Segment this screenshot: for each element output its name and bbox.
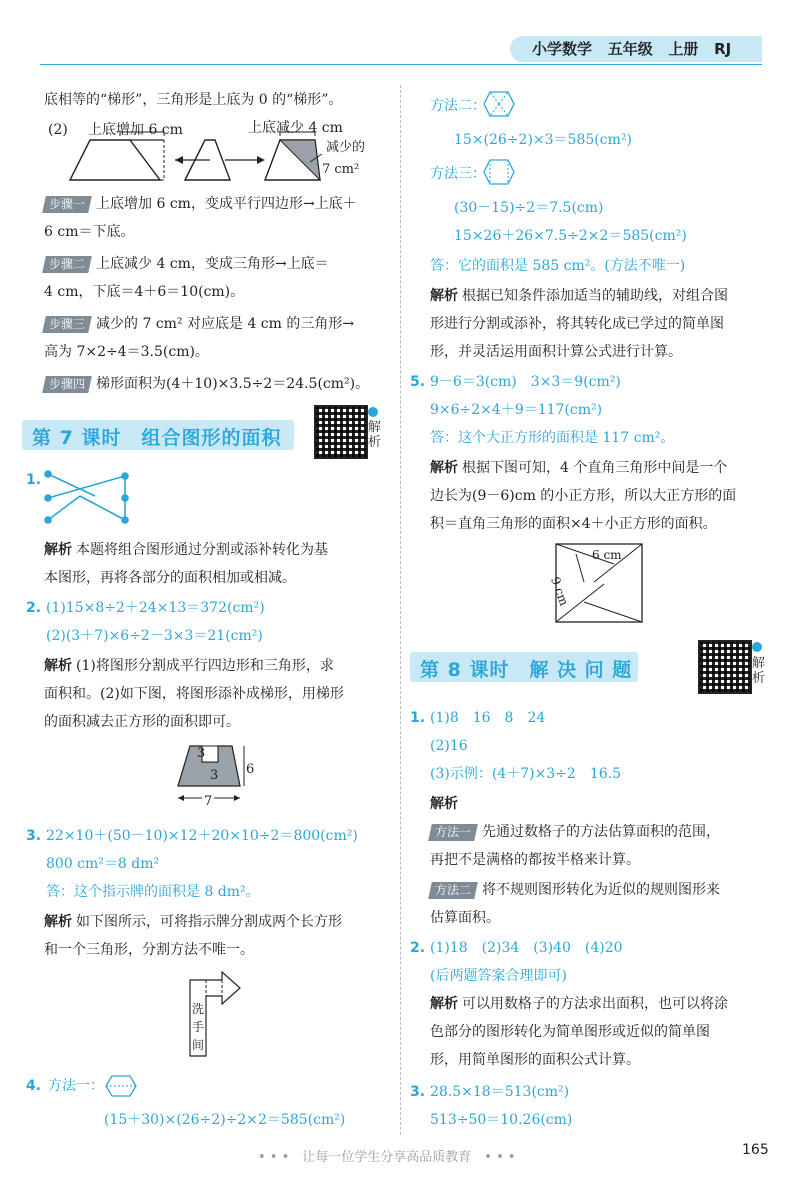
qr-code-icon[interactable] <box>314 405 368 459</box>
header-book: 小学数学 <box>532 40 593 58</box>
q3-answer-a: 22×10＋(50－10)×12＋20×10÷2＝800(cm²) <box>46 828 358 844</box>
q2-answer-a: (1)15×8÷2＋24×13＝372(cm²) <box>46 600 265 616</box>
fig1-area-label: 7 cm² <box>322 162 360 177</box>
q4-answer: 答：它的面积是 585 cm²。(方法不唯一) <box>430 258 686 274</box>
header-underline <box>40 64 762 65</box>
q1-analysis-b: 本图形，再将各部分的面积相加或相减。 <box>44 570 296 586</box>
fig2-label-6: 6 <box>246 762 255 777</box>
r2-analysis-c: 形，用简单图形的面积公式计算。 <box>430 1052 640 1068</box>
r1-answer-b: (2)16 <box>430 738 468 754</box>
play-icon <box>752 642 762 652</box>
qr-label: 解析 <box>368 420 382 450</box>
r2-number: 2. <box>410 940 426 956</box>
r1-analysis-title: 解析 <box>430 796 458 812</box>
header-edition: RJ <box>714 40 732 58</box>
q5-number: 5. <box>410 374 426 390</box>
qr-code-icon[interactable] <box>698 640 752 694</box>
q5-analysis-c: 积＝直角三角形的面积×4＋小正方形的面积。 <box>430 516 717 532</box>
q3-answer-b: 800 cm²＝8 dm² <box>46 856 160 872</box>
fig5-label-9: 9 cm <box>548 575 572 608</box>
q4-analysis-b: 形进行分割或添补，将其转化成已学过的简单图 <box>430 316 724 332</box>
r3-answer-a: 28.5×18＝513(cm²) <box>430 1084 570 1100</box>
r2-analysis-a: 解析 可以用数格子的方法求出面积，也可以将涂 <box>430 996 728 1012</box>
lesson8-title: 第 8 课时 解 决 问 题 <box>420 659 633 681</box>
fig1-reduced-label: 减少的 <box>326 140 366 155</box>
header-volume: 上册 <box>668 40 699 58</box>
qr-label: 解析 <box>752 656 766 686</box>
q5-analysis-a: 解析 根据下图可知，4 个直角三角形中间是一个 <box>430 460 728 476</box>
header-grade: 五年级 <box>607 40 653 58</box>
step2-tag: 步骤二 <box>42 256 92 273</box>
hexagon-icon <box>482 158 516 186</box>
text-line: 底相等的“梯形”，三角形是上底为 0 的“梯形”。 <box>44 92 343 108</box>
step3-tag: 步骤三 <box>42 316 92 333</box>
fig1-label: (2) <box>48 122 68 138</box>
sign-char: 洗 <box>192 1002 205 1016</box>
step2-line-b: 4 cm，下底＝4＋6＝10(cm)。 <box>44 284 245 300</box>
step2-line-a: 步骤二 上底减少 4 cm，变成三角形→上底＝ <box>44 254 329 274</box>
r1-method2-a: 方法二 将不规则图形转化为近似的规则图形来 <box>430 880 720 900</box>
r1-method1-a: 方法一 先通过数格子的方法估算面积的范围， <box>430 822 720 842</box>
q4-analysis-a: 解析 根据已知条件添加适当的辅助线，对组合图 <box>430 288 728 304</box>
q4-method1: 方法一： <box>48 1078 104 1094</box>
q5-analysis-b: 边长为(9－6)cm 的小正方形，所以大正方形的面 <box>430 488 737 504</box>
r2-answer-a: (1)18 (2)34 (3)40 (4)20 <box>430 940 623 956</box>
q3-analysis-b: 和一个三角形，分割方法不唯一。 <box>44 942 254 958</box>
q4-analysis-c: 形，并灵活运用面积计算公式进行计算。 <box>430 344 682 360</box>
fig2-label-3a: 3 <box>197 746 206 761</box>
step1-line-a: 步骤一 上底增加 6 cm，变成平行四边形→上底＋ <box>44 194 357 214</box>
method2-tag: 方法二 <box>428 882 478 899</box>
sign-text <box>192 1000 206 1054</box>
r3-number: 3. <box>410 1084 426 1100</box>
r3-answer-b: 513÷50＝10.26(cm) <box>430 1112 573 1128</box>
header-text <box>532 38 731 59</box>
lesson7-title: 第 7 课时 组合图形的面积 <box>32 427 282 449</box>
q5-answer-a: 9－6＝3(cm) 3×3＝9(cm²) <box>430 374 621 390</box>
method3-formula-a: (30－15)÷2＝7.5(cm) <box>454 200 604 216</box>
fig5-label-6: 6 cm <box>592 548 622 562</box>
q3-answer-c: 答：这个指示牌的面积是 8 dm²。 <box>46 884 260 900</box>
q5-answer-b: 9×6÷2×4＋9＝117(cm²) <box>430 402 603 418</box>
r1-answer-c: (3)示例：(4＋7)×3÷2 16.5 <box>430 766 622 782</box>
method2-label: 方法二： <box>430 98 486 114</box>
fig2-label-7: 7 <box>202 792 214 812</box>
method3-label: 方法三： <box>430 166 486 182</box>
q1-matching-diagram <box>40 468 140 528</box>
step3-line-a: 步骤三 减少的 7 cm² 对应底是 4 cm 的三角形→ <box>44 314 354 334</box>
r1-method1-b: 再把不是满格的都按半格来计算。 <box>430 852 640 868</box>
method3-formula-b: 15×26＋26×7.5÷2×2＝585(cm²) <box>454 228 687 244</box>
lesson7-heading <box>22 420 294 450</box>
fig2-label-3b: 3 <box>210 768 219 783</box>
q2-analysis-c: 的面积减去正方形的面积即可。 <box>44 714 240 730</box>
fig1-dec-label: 上底减少 4 cm <box>248 120 343 136</box>
method2-formula: 15×(26÷2)×3＝585(cm²) <box>454 132 632 148</box>
q2-analysis-b: 面积和。(2)如下图，将图形添补成梯形，用梯形 <box>44 686 344 702</box>
column-divider <box>400 85 401 1135</box>
fig1-inc-label: 上底增加 6 cm <box>88 122 183 138</box>
r2-answer-b: (后两题答案合理即可) <box>430 968 567 984</box>
sign-char: 间 <box>192 1038 205 1052</box>
hexagon-icon <box>104 1074 138 1098</box>
r2-analysis-b: 色部分的图形转化为简单图形或近似的简单图 <box>430 1024 710 1040</box>
sign-char: 手 <box>192 1020 205 1034</box>
step1-line-b: 6 cm＝下底。 <box>44 224 135 240</box>
q2-answer-b: (2)(3＋7)×6÷2－3×3＝21(cm²) <box>46 628 263 644</box>
fig1-trapezoid-diagram <box>60 128 360 188</box>
step3-line-b: 高为 7×2÷4＝3.5(cm)。 <box>44 344 209 360</box>
q3-analysis-a: 解析 如下图所示，可将指示牌分割成两个长方形 <box>44 914 342 930</box>
play-icon <box>368 407 378 417</box>
q1-number: 1. <box>26 472 42 488</box>
r1-method2-b: 估算面积。 <box>430 910 500 926</box>
q2-number: 2. <box>26 600 42 616</box>
q1-analysis-a: 解析 本题将组合图形通过分割或添补转化为基 <box>44 542 328 558</box>
page-number: 165 <box>742 1142 769 1158</box>
step1-tag: 步骤一 <box>42 196 92 213</box>
r1-answer-a: (1)8 16 8 24 <box>430 710 546 726</box>
q4-formula1: (15＋30)×(26÷2)÷2×2＝585(cm²) <box>104 1112 346 1128</box>
q4-number: 4. <box>26 1078 42 1094</box>
footer-slogan: • • • 让每一位学生分享高品质教育 • • • <box>258 1150 516 1165</box>
lesson8-heading <box>410 652 638 682</box>
step4-tag: 步骤四 <box>42 376 92 393</box>
hexagon-icon <box>482 90 516 118</box>
q2-analysis-a: 解析 (1)将图形分割成平行四边形和三角形，求 <box>44 658 334 674</box>
q3-number: 3. <box>26 828 42 844</box>
step4-line-a: 步骤四 梯形面积为(4＋10)×3.5÷2＝24.5(cm²)。 <box>44 374 369 394</box>
r1-number: 1. <box>410 710 426 726</box>
method1-tag: 方法一 <box>428 824 478 841</box>
q5-answer-c: 答：这个大正方形的面积是 117 cm²。 <box>430 430 675 446</box>
